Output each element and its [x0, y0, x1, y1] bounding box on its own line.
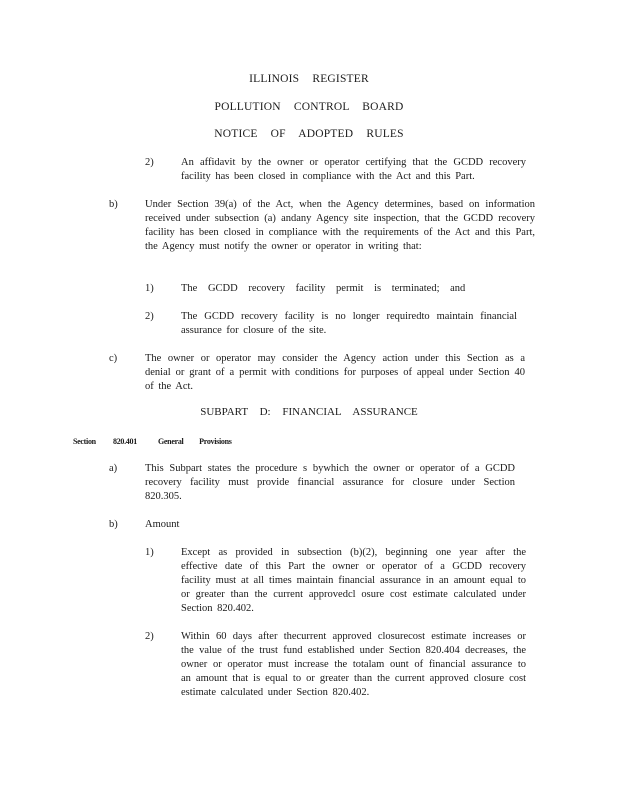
- paragraph-text: Except as provided in subsection (b)(2), beginning one year after the effective date of this Part the owner or operator of a GCDD recovery facility must at all times maintain financial assurance in an amount equal to or greater than the current approvedcl osure cost estimate calculated under Section 820.402.: [181, 547, 526, 614]
- item-label: 2): [145, 311, 154, 322]
- paragraph-text: Amount: [145, 519, 180, 530]
- item-label: c): [109, 353, 118, 364]
- subpart-heading: SUBPART D: FINANCIAL ASSURANCE: [200, 406, 418, 418]
- paragraph-text: The GCDD recovery facility is no longer requiredto maintain financial assurance for closure of the site.: [181, 311, 517, 336]
- item-label: b): [109, 199, 118, 210]
- item-label: a): [109, 463, 118, 474]
- item-label: 1): [145, 547, 154, 558]
- item-label: 2): [145, 631, 154, 642]
- section-word: Section: [73, 437, 96, 446]
- register-title: ILLINOIS REGISTER: [249, 73, 369, 85]
- paragraph-text: This Subpart states the procedure s bywhich the owner or operator of a GCDD recovery facility must provide financial assurance for closure under Section 820.305.: [145, 463, 515, 502]
- paragraph-text: Under Section 39(a) of the Act, when the Agency determines, based on information received under subsection (a) andany Agency site inspection, that the GCDD recovery facility has been closed in compliance with the requirements of the Act and this Part, the Agency must notify the owner or operator in writing that:: [145, 199, 535, 252]
- item-label: b): [109, 519, 118, 530]
- paragraph-text: The GCDD recovery facility permit is terminated; and: [181, 283, 466, 294]
- notice-title: NOTICE OF ADOPTED RULES: [214, 128, 404, 140]
- section-number: 820.401: [113, 437, 137, 446]
- item-label: 1): [145, 283, 154, 294]
- paragraph-text: The owner or operator may consider the Agency action under this Section as a denial or grant of a permit with conditions for purposes of appeal under Section 40 of the Act.: [145, 353, 525, 392]
- paragraph-text: An affidavit by the owner or operator certifying that the GCDD recovery facility has been closed in compliance with the Act and this Part.: [181, 157, 526, 182]
- section-title: General Provisions: [158, 437, 232, 446]
- paragraph-text: Within 60 days after thecurrent approved closurecost estimate increases or the value of the trust fund established under Section 820.404 decreases, the owner or operator must increase the totalam ount of financial assurance to an amount that is equal to or greater than the current approved closure cost estimate calculated under Section 820.402.: [181, 631, 526, 698]
- item-label: 2): [145, 157, 154, 168]
- board-title: POLLUTION CONTROL BOARD: [214, 101, 404, 113]
